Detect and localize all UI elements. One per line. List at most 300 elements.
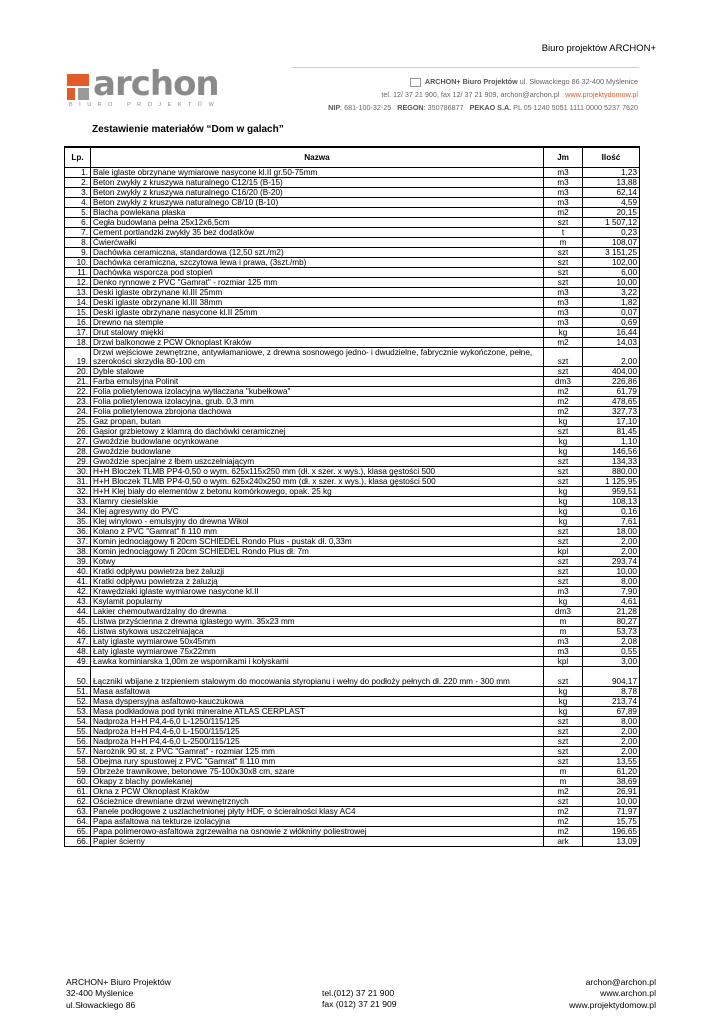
cell-qty: 2,00 xyxy=(583,348,640,367)
table-row xyxy=(65,507,640,517)
cell-unit: kg xyxy=(544,328,583,338)
cell-qty: 0,07 xyxy=(583,308,640,318)
footer-fax: fax (012) 37 21 909 xyxy=(322,999,397,1010)
cell-lp: 30. xyxy=(65,467,91,477)
cell-qty: 213,74 xyxy=(583,697,640,707)
table-row xyxy=(65,328,640,338)
cell-lp: 57. xyxy=(65,747,91,757)
cell-lp: 50. xyxy=(65,667,91,687)
cell-unit: szt xyxy=(544,248,583,258)
cell-lp: 52. xyxy=(65,697,91,707)
cell-lp: 2. xyxy=(65,178,91,188)
cell-name: Nadproża H+H P4,4-6,0 L-1250/115/125 xyxy=(91,717,544,727)
cell-qty: 0,23 xyxy=(583,228,640,238)
cell-lp: 17. xyxy=(65,328,91,338)
cell-unit: m2 xyxy=(544,817,583,827)
header-qty: Ilość xyxy=(583,147,640,168)
table-row xyxy=(65,617,640,627)
cell-unit: m2 xyxy=(544,387,583,397)
table-row xyxy=(65,318,640,328)
cell-unit: m3 xyxy=(544,637,583,647)
cell-lp: 55. xyxy=(65,727,91,737)
cell-lp: 24. xyxy=(65,407,91,417)
cell-qty: 15,75 xyxy=(583,817,640,827)
registry-line: NIP: 681-100-32-25 REGON: 350786877 PEKAO S.A. PL 05 1240 5051 1111 0000 5237 7620 xyxy=(328,103,638,112)
cell-qty: 8,00 xyxy=(583,577,640,587)
cell-unit: m2 xyxy=(544,807,583,817)
cell-unit: szt xyxy=(544,577,583,587)
cell-qty: 17,10 xyxy=(583,417,640,427)
cell-name: Folia polietylenowa izolacyjna wytłaczana "kubełkowa" xyxy=(91,387,544,397)
cell-unit: ark xyxy=(544,837,583,847)
cell-name: Kratki odpływu powietrza z żaluzją xyxy=(91,577,544,587)
cell-lp: 3. xyxy=(65,188,91,198)
cell-name: Gaz propan, butan xyxy=(91,417,544,427)
cell-qty: 1,23 xyxy=(583,168,640,178)
cell-qty: 71,97 xyxy=(583,807,640,817)
table-row xyxy=(65,228,640,238)
footer-city: 32-400 Myślenice xyxy=(66,988,134,999)
cell-lp: 20. xyxy=(65,367,91,377)
cell-name: Masa dyspersyjna asfaltowo-kauczukowa xyxy=(91,697,544,707)
cell-unit: kg xyxy=(544,487,583,497)
logo-word: archon xyxy=(93,64,219,104)
cell-unit: szt xyxy=(544,667,583,687)
cell-qty: 20,15 xyxy=(583,208,640,218)
cell-qty: 0,55 xyxy=(583,647,640,657)
cell-unit: szt xyxy=(544,427,583,437)
cell-lp: 22. xyxy=(65,387,91,397)
cell-name: Narożnik 90 st. z PVC "Gamrat" - rozmiar 125 mm xyxy=(91,747,544,757)
table-row xyxy=(65,268,640,278)
cell-unit: szt xyxy=(544,567,583,577)
cell-lp: 42. xyxy=(65,587,91,597)
cell-lp: 63. xyxy=(65,807,91,817)
cell-qty: 6,00 xyxy=(583,268,640,278)
table-row xyxy=(65,567,640,577)
cell-name: H+H Klej biały do elementów z betonu komórkowego, opak. 25 kg xyxy=(91,487,544,497)
table-row xyxy=(65,238,640,248)
table-row xyxy=(65,447,640,457)
cell-unit: kg xyxy=(544,707,583,717)
table-row xyxy=(65,827,640,837)
table-row xyxy=(65,178,640,188)
cell-unit: m xyxy=(544,617,583,627)
cell-unit: szt xyxy=(544,557,583,567)
table-row xyxy=(65,198,640,208)
regon-label: REGON xyxy=(397,103,424,112)
cell-qty: 226,86 xyxy=(583,377,640,387)
cell-lp: 65. xyxy=(65,827,91,837)
cell-lp: 13. xyxy=(65,288,91,298)
table-row xyxy=(65,537,640,547)
cell-qty: 293,74 xyxy=(583,557,640,567)
cell-lp: 64. xyxy=(65,817,91,827)
cell-qty: 2,00 xyxy=(583,547,640,557)
cell-unit: m2 xyxy=(544,787,583,797)
cell-lp: 27. xyxy=(65,437,91,447)
cell-name: Ławka kominiarska 1,00m ze wspornikami i kołyskami xyxy=(91,657,544,667)
cell-name: Drzwi wejściowe zewnętrzne, antywłamaniowe, z drewna sosnowego jedno- i dwudzielne, fabrycznie wykończone, pełne, szerokości skrzydła 80-100 cm xyxy=(91,348,544,367)
cell-unit: szt xyxy=(544,747,583,757)
cell-qty: 1,10 xyxy=(583,437,640,447)
cell-lp: 37. xyxy=(65,537,91,547)
cell-qty: 38,69 xyxy=(583,777,640,787)
cell-qty: 62,14 xyxy=(583,188,640,198)
cell-name: Komin jednociągowy fi 20cm SCHIEDEL Rondo Plus - pustak dł. 0,33m xyxy=(91,537,544,547)
footer-web xyxy=(569,977,656,1011)
cell-lp: 26. xyxy=(65,427,91,437)
cell-name: Cement portlandzki zwykły 35 bez dodatków xyxy=(91,228,544,238)
cell-qty: 8,00 xyxy=(583,717,640,727)
cell-name: Nadproża H+H P4,4-6,0 L-1500/115/125 xyxy=(91,727,544,737)
table-row xyxy=(65,787,640,797)
table-row xyxy=(65,597,640,607)
contact-line xyxy=(328,88,638,101)
cell-name: Klamry ciesielskie xyxy=(91,497,544,507)
table-row xyxy=(65,777,640,787)
table-row xyxy=(65,717,640,727)
cell-lp: 32. xyxy=(65,487,91,497)
cell-unit: m3 xyxy=(544,318,583,328)
table-row xyxy=(65,637,640,647)
cell-qty: 4,61 xyxy=(583,597,640,607)
table-row xyxy=(65,208,640,218)
cell-unit: m3 xyxy=(544,198,583,208)
cell-lp: 41. xyxy=(65,577,91,587)
cell-unit: m2 xyxy=(544,338,583,348)
cell-name: Ćwierćwałki xyxy=(91,238,544,248)
cell-lp: 46. xyxy=(65,627,91,637)
cell-name: Gąsior grzbietowy z klamrą do dachówki ceramicznej xyxy=(91,427,544,437)
cell-unit: szt xyxy=(544,737,583,747)
cell-lp: 15. xyxy=(65,308,91,318)
cell-name: Kotwy xyxy=(91,557,544,567)
cell-lp: 1. xyxy=(65,168,91,178)
table-row xyxy=(65,218,640,228)
cell-qty: 1 125,95 xyxy=(583,477,640,487)
cell-unit: szt xyxy=(544,457,583,467)
cell-unit: t xyxy=(544,228,583,238)
cell-lp: 61. xyxy=(65,787,91,797)
cell-qty: 26,91 xyxy=(583,787,640,797)
cell-qty: 904,17 xyxy=(583,667,640,687)
table-row xyxy=(65,477,640,487)
cell-name: Kratki odpływu powietrza bez żaluzji xyxy=(91,567,544,577)
cell-unit: m3 xyxy=(544,587,583,597)
cell-name: Beton zwykły z kruszywa naturalnego C16/20 (B-20) xyxy=(91,188,544,198)
cell-unit: kg xyxy=(544,447,583,457)
table-row xyxy=(65,577,640,587)
cell-lp: 40. xyxy=(65,567,91,577)
table-row xyxy=(65,338,640,348)
cell-qty: 2,00 xyxy=(583,727,640,737)
table-row xyxy=(65,727,640,737)
cell-unit: m2 xyxy=(544,407,583,417)
cell-lp: 31. xyxy=(65,477,91,487)
cell-qty: 146,56 xyxy=(583,447,640,457)
table-row xyxy=(65,657,640,667)
cell-unit: m3 xyxy=(544,298,583,308)
cell-unit: m3 xyxy=(544,168,583,178)
table-row xyxy=(65,767,640,777)
cell-qty: 959,51 xyxy=(583,487,640,497)
cell-name: Kolano z PVC "Gamrat" fi 110 mm xyxy=(91,527,544,537)
cell-unit: szt xyxy=(544,268,583,278)
cell-lp: 56. xyxy=(65,737,91,747)
cell-name: Dyble stalowe xyxy=(91,367,544,377)
cell-name: Okapy z blachy powlekanej xyxy=(91,777,544,787)
header-divider xyxy=(292,67,639,68)
cell-name: Łączniki wbijane z trzpieniem stalowym do mocowania styropianu i wełny do podłoży pełnych dł. 220 mm - 300 mm xyxy=(91,667,544,687)
cell-qty: 0,16 xyxy=(583,507,640,517)
cell-unit: m xyxy=(544,767,583,777)
cell-name: Papa asfaltowa na tekturze izolacyjna xyxy=(91,817,544,827)
cell-lp: 38. xyxy=(65,547,91,557)
cell-unit: m3 xyxy=(544,308,583,318)
table-row xyxy=(65,807,640,817)
cell-lp: 49. xyxy=(65,657,91,667)
table-row xyxy=(65,248,640,258)
table-row xyxy=(65,587,640,597)
cell-lp: 11. xyxy=(65,268,91,278)
cell-lp: 59. xyxy=(65,767,91,777)
table-row xyxy=(65,667,640,687)
cell-unit: m3 xyxy=(544,288,583,298)
cell-qty: 81,45 xyxy=(583,427,640,437)
cell-lp: 29. xyxy=(65,457,91,467)
table-row xyxy=(65,427,640,437)
cell-name: Obrzeże trawnikowe, betonowe 75-100x30x8 cm, szare xyxy=(91,767,544,777)
cell-qty: 1 507,12 xyxy=(583,218,640,228)
cell-unit: m2 xyxy=(544,397,583,407)
cell-lp: 25. xyxy=(65,417,91,427)
cell-qty: 67,89 xyxy=(583,707,640,717)
cell-unit: kpl xyxy=(544,547,583,557)
footer-phones xyxy=(322,988,397,1011)
table-row xyxy=(65,457,640,467)
cell-qty: 2,00 xyxy=(583,737,640,747)
table-row xyxy=(65,298,640,308)
cell-unit: m3 xyxy=(544,188,583,198)
building-icon xyxy=(410,78,421,87)
header-lp: Lp. xyxy=(65,147,91,168)
header-name: Nazwa xyxy=(91,147,544,168)
cell-lp: 66. xyxy=(65,837,91,847)
materials-table xyxy=(64,146,640,847)
top-label: Biuro projektów ARCHON+ xyxy=(541,43,656,54)
cell-qty: 10,00 xyxy=(583,567,640,577)
cell-unit: kg xyxy=(544,517,583,527)
cell-name: Łaty iglaste wymiarowe 75x22mm xyxy=(91,647,544,657)
website-link[interactable]: www.projektydomow.pl xyxy=(565,90,638,99)
footer-email[interactable]: archon@archon.pl xyxy=(585,977,656,987)
cell-name: Papier ścierny xyxy=(91,837,544,847)
cell-unit: kpl xyxy=(544,657,583,667)
cell-qty: 13,88 xyxy=(583,178,640,188)
cell-lp: 36. xyxy=(65,527,91,537)
table-row xyxy=(65,517,640,527)
cell-name: Obejma rury spustowej z PVC "Gamrat" fi 110 mm xyxy=(91,757,544,767)
cell-lp: 58. xyxy=(65,757,91,767)
cell-name: Okna z PCW Oknoplast Kraków xyxy=(91,787,544,797)
cell-lp: 16. xyxy=(65,318,91,328)
cell-lp: 4. xyxy=(65,198,91,208)
cell-unit: m2 xyxy=(544,827,583,837)
cell-name: Gwoździe budowlane ocynkowane xyxy=(91,437,544,447)
cell-name: Komin jednociągowy fi 20cm SCHIEDEL Rondo Plus dł. 7m xyxy=(91,547,544,557)
cell-unit: kg xyxy=(544,597,583,607)
table-row xyxy=(65,367,640,377)
table-row xyxy=(65,697,640,707)
cell-unit: kg xyxy=(544,497,583,507)
table-row xyxy=(65,467,640,477)
cell-qty: 404,00 xyxy=(583,367,640,377)
table-row xyxy=(65,557,640,567)
cell-name: Folia polietylenowa zbrojona dachowa xyxy=(91,407,544,417)
cell-lp: 9. xyxy=(65,248,91,258)
company-address: ul. Słowackiego 86 32-400 Myślenice xyxy=(517,77,638,86)
cell-name: H+H Bloczek TLMB PP4-0,50 o wym. 625x240x250 mm (dł. x szer. x wys.), klasa gęstości 500 xyxy=(91,477,544,487)
document-title: Zestawienie materiałów “Dom w galach” xyxy=(92,124,284,135)
cell-qty: 0,69 xyxy=(583,318,640,328)
footer-tel: tel.(012) 37 21 900 xyxy=(322,988,395,998)
cell-unit: szt xyxy=(544,527,583,537)
cell-qty: 13,09 xyxy=(583,837,640,847)
cell-name: Drewno na stemple xyxy=(91,318,544,328)
cell-unit: dm3 xyxy=(544,607,583,617)
cell-lp: 14. xyxy=(65,298,91,308)
table-row xyxy=(65,278,640,288)
footer-company: ARCHON+ Biuro Projektów xyxy=(66,977,171,987)
table-header-row xyxy=(65,147,640,168)
cell-name: Klej winylowo - emulsyjny do drewna Wikol xyxy=(91,517,544,527)
footer-address xyxy=(66,977,171,1011)
cell-lp: 60. xyxy=(65,777,91,787)
cell-qty: 3,22 xyxy=(583,288,640,298)
table-row xyxy=(65,348,640,367)
footer-website-2[interactable]: www.projektydomow.pl xyxy=(569,999,656,1010)
cell-unit: m xyxy=(544,777,583,787)
cell-name: Lakier chemoutwardzalny do drewna xyxy=(91,607,544,617)
cell-name: Dachówka ceramiczna, szczytowa lewa i prawa, (3szt./mb) xyxy=(91,258,544,268)
table-row xyxy=(65,397,640,407)
table-row xyxy=(65,417,640,427)
cell-unit: m xyxy=(544,238,583,248)
cell-name: Deski iglaste obrzynane nasycone kl.II 25mm xyxy=(91,308,544,318)
cell-unit: szt xyxy=(544,367,583,377)
cell-lp: 12. xyxy=(65,278,91,288)
cell-name: Dachówka ceramiczna, standardowa (12,50 szt./m2) xyxy=(91,248,544,258)
cell-name: Denko rynnowe z PVC "Gamrat" - rozmiar 125 mm xyxy=(91,278,544,288)
cell-unit: szt xyxy=(544,348,583,367)
regon-value: 350786877 xyxy=(427,103,464,112)
cell-qty: 53,73 xyxy=(583,627,640,637)
cell-lp: 39. xyxy=(65,557,91,567)
cell-qty: 3,00 xyxy=(583,657,640,667)
table-body xyxy=(65,168,640,847)
cell-lp: 23. xyxy=(65,397,91,407)
cell-name: Krawędziaki iglaste wymiarowe nasycone kl.II xyxy=(91,587,544,597)
cell-unit: kg xyxy=(544,437,583,447)
table-row xyxy=(65,607,640,617)
table-row xyxy=(65,527,640,537)
cell-name: Ościeżnice drewniane drzwi wewnętrznych xyxy=(91,797,544,807)
cell-lp: 8. xyxy=(65,238,91,248)
cell-unit: szt xyxy=(544,717,583,727)
cell-qty: 21,28 xyxy=(583,607,640,617)
cell-qty: 61,20 xyxy=(583,767,640,777)
archon-logo xyxy=(67,64,227,114)
cell-lp: 6. xyxy=(65,218,91,228)
cell-unit: szt xyxy=(544,467,583,477)
table-row xyxy=(65,377,640,387)
cell-lp: 28. xyxy=(65,447,91,457)
cell-qty: 14,03 xyxy=(583,338,640,348)
cell-unit: kg xyxy=(544,507,583,517)
table-row xyxy=(65,737,640,747)
cell-unit: szt xyxy=(544,218,583,228)
table-row xyxy=(65,497,640,507)
cell-lp: 21. xyxy=(65,377,91,387)
bank-label: PEKAO S.A. xyxy=(469,103,512,112)
table-row xyxy=(65,647,640,657)
cell-qty: 80,27 xyxy=(583,617,640,627)
header-unit: Jm xyxy=(544,147,583,168)
cell-name: Bale iglaste obrzynane wymiarowe nasycone kl.II gr.50-75mm xyxy=(91,168,544,178)
bank-account: PL 05 1240 5051 1111 0000 5237 7620 xyxy=(513,103,638,112)
nip-value: 681-100-32-25 xyxy=(344,103,392,112)
footer-website[interactable]: www.archon.pl xyxy=(600,988,656,999)
cell-name: Listwa stykowa uszczelniająca xyxy=(91,627,544,637)
cell-name: Klej agresywny do PVC xyxy=(91,507,544,517)
table-row xyxy=(65,168,640,178)
cell-lp: 43. xyxy=(65,597,91,607)
cell-qty: 2,00 xyxy=(583,747,640,757)
cell-unit: m3 xyxy=(544,647,583,657)
cell-name: Drut stalowy miękki xyxy=(91,328,544,338)
cell-unit: kg xyxy=(544,687,583,697)
cell-qty: 108,07 xyxy=(583,238,640,248)
cell-qty: 134,33 xyxy=(583,457,640,467)
table-row xyxy=(65,817,640,827)
cell-unit: m2 xyxy=(544,208,583,218)
table-row xyxy=(65,188,640,198)
table-row xyxy=(65,757,640,767)
contact-info: tel. 12/ 37 21 900, fax 12/ 37 21 909, archon@archon.pl xyxy=(381,90,560,99)
cell-qty: 3 151,25 xyxy=(583,248,640,258)
cell-qty: 16,44 xyxy=(583,328,640,338)
cell-lp: 18. xyxy=(65,338,91,348)
cell-name: Masa podkładowa pod tynki mineralne ATLAS CERPLAST xyxy=(91,707,544,717)
cell-lp: 19. xyxy=(65,348,91,367)
cell-name: Gwoździe specjalne z łbem uszczelniającym xyxy=(91,457,544,467)
cell-qty: 13,55 xyxy=(583,757,640,767)
logo-mark-icon xyxy=(67,74,89,100)
table-row xyxy=(65,797,640,807)
cell-unit: dm3 xyxy=(544,377,583,387)
company-line xyxy=(328,75,638,88)
cell-unit: szt xyxy=(544,727,583,737)
cell-unit: m3 xyxy=(544,178,583,188)
company-info xyxy=(328,75,638,114)
cell-name: Dachówka wsporcza pod stopień xyxy=(91,268,544,278)
cell-name: Łaty iglaste wymiarowe 50x45mm xyxy=(91,637,544,647)
cell-qty: 8,78 xyxy=(583,687,640,697)
cell-lp: 7. xyxy=(65,228,91,238)
cell-lp: 5. xyxy=(65,208,91,218)
cell-name: Papa polimerowo-asfaltowa zgrzewalna na osnowie z włókniny poliestrowej xyxy=(91,827,544,837)
